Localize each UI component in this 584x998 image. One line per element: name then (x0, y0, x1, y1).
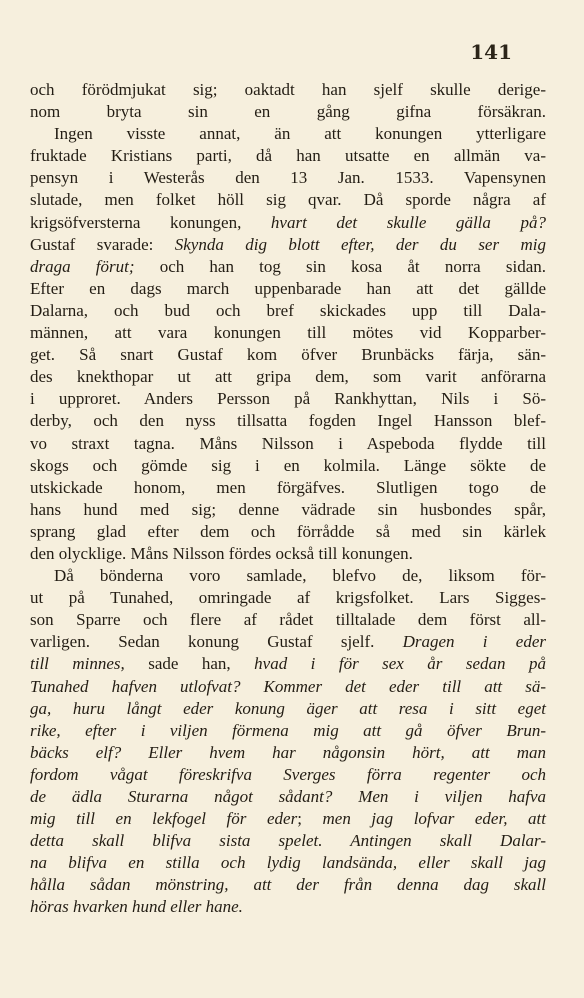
italic-text: draga förut; (30, 256, 135, 276)
text-line: nom bryta sin en gång gifna försäkran. (30, 102, 546, 122)
text-line (30, 742, 546, 764)
italic-text: till minnes, (30, 654, 125, 674)
italic-text: Dragen i eder (402, 632, 546, 652)
text-line: Dalarna, och bud och bref skickades upp till Dala- (30, 300, 546, 320)
text-line: pensyn i Westerås den 13 Jan. 1533. Vapensynen (30, 168, 546, 188)
text-line (30, 720, 546, 742)
text-line: ut på Tunahed, omringade af krigsfolket. Lars Sigges- (30, 588, 546, 608)
text-line: skogs och gömde sig i en kolmila. Länge sökte de (30, 455, 546, 475)
text-line (30, 212, 546, 234)
text-run: krigsöfversterna konungen, (30, 212, 271, 232)
text-line: den olycklige. Måns Nilsson fördes också till konungen. (30, 543, 413, 563)
italic-text: rike, efter i viljen förmena mig att gå öfver Brun- (30, 720, 546, 740)
italic-text: ga, huru långt eder konung äger att resa i sitt eget (30, 698, 546, 718)
italic-text: de ädla Sturarna något sådant? Men i viljen hafva (30, 787, 546, 806)
italic-text: Tunahed hafven utlofvat? Kommer det eder till att sä- (30, 676, 546, 696)
italic-text: men jag lofvar eder, att (322, 809, 546, 829)
italic-text: mig till en lekfogel för eder (30, 809, 298, 829)
text-run: sade han, (124, 654, 255, 674)
text-line (30, 852, 546, 874)
text-line (30, 896, 546, 918)
text-line: männen, att vara konungen till mötes vid Kopparber- (30, 323, 546, 343)
text-run: och han tog sin kosa åt norra sidan. (134, 256, 546, 276)
italic-text: hvad i för sex år sedan på (254, 654, 546, 674)
text-line (30, 764, 546, 786)
text-line (30, 256, 546, 278)
text-line (30, 830, 546, 852)
text-line: get. Så snart Gustaf kom öfver Brunbäcks färja, sän- (30, 345, 546, 365)
text-line (30, 631, 546, 653)
text-line: Ingen visste annat, än att konungen ytterligare (54, 124, 546, 144)
text-line: derby, och den nyss tillsatta fogden Ingel Hansson blef- (30, 411, 546, 431)
text-line: utskickade honom, men förgäfves. Slutligen togo de (30, 477, 546, 497)
text-line (30, 234, 546, 256)
text-run: varligen. Sedan konung Gustaf sjelf. (30, 632, 403, 652)
text-line (30, 653, 546, 675)
italic-text: hålla sådan mönstring, att der från denna dag skall (30, 875, 546, 895)
text-line: slutade, men folket höll sig qvar. Då sporde några af (30, 190, 546, 210)
text-line (30, 698, 546, 720)
text-run: ; (297, 809, 323, 829)
text-line: Då bönderna voro samlade, blefvo de, liksom för- (54, 566, 546, 586)
text-line: sprang glad efter dem och förrådde så med sin kärlek (30, 521, 546, 541)
italic-text: höras hvarken hund eller hane. (30, 897, 243, 917)
text-line (30, 874, 546, 896)
italic-text: fordom vågat föreskrifva Sverges förra regenter och (30, 764, 546, 784)
text-line: son Sparre och flere af rådet tilltalade dem först all- (30, 610, 546, 630)
text-line: fruktade Kristians parti, då han utsatte en allmän va- (30, 146, 546, 166)
body-text (30, 79, 546, 919)
text-line: hans hund med sig; denne vädrade sin husbondes spår, (30, 499, 546, 519)
italic-text: bäcks elf? Eller hvem har någonsin hört, att man (30, 742, 546, 762)
text-line: vo straxt tagna. Måns Nilsson i Aspeboda flydde till (30, 433, 546, 453)
text-line: des knekthopar ut att gripa dem, som varit anförarna (30, 367, 546, 387)
italic-text: hvart det skulle gälla på? (270, 212, 546, 232)
italic-text: Skynda dig blott efter, der du ser mig (174, 234, 546, 254)
text-line: i upproret. Anders Persson på Rankhyttan, Nils i Sö- (30, 389, 546, 409)
italic-text: na blifva en stilla och lydig landsända, eller skall jag (30, 853, 546, 873)
text-line (30, 808, 546, 830)
text-line (30, 786, 546, 808)
text-line: Efter en dags march uppenbarade han att det gällde (30, 278, 546, 298)
text-run: Gustaf svarade: (30, 234, 175, 254)
italic-text: detta skall blifva sista spelet. Antingen skall Dalar- (30, 831, 546, 851)
text-line: och förödmjukat sig; oaktadt han sjelf skulle derige- (30, 80, 546, 99)
page-number: 141 (470, 40, 512, 64)
text-line (30, 676, 546, 698)
